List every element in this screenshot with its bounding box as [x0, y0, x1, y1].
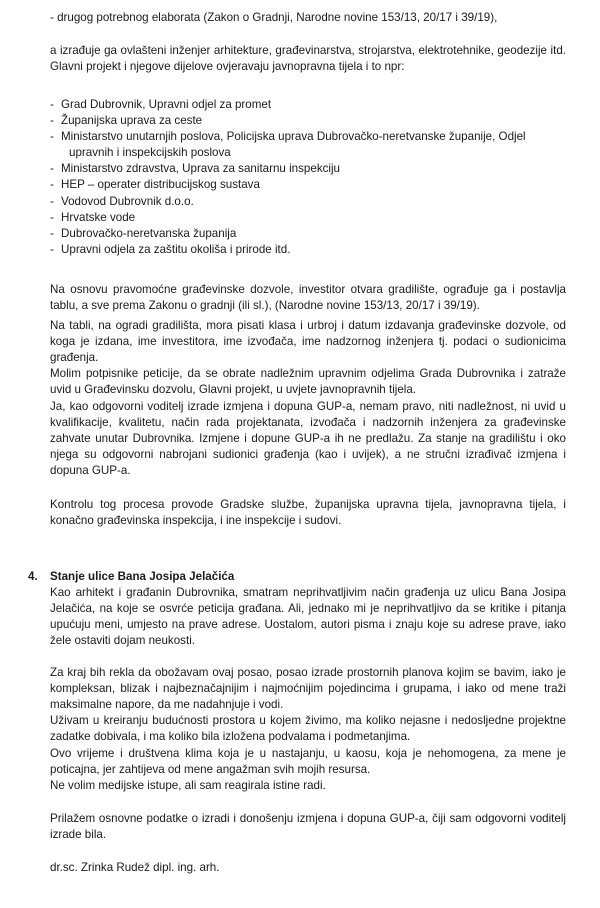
section-title: Stanje ulice Bana Josipa Jelačića [50, 570, 235, 583]
section-heading [28, 569, 234, 585]
list-item: - Dubrovačko-neretvanska županija [50, 226, 570, 242]
paragraph-climate: Ovo vrijeme i društvena klima koja je u nastajanju, u kaosu, koja je nehomogena, za mene je poticajna, jer zahtijeva od mene angažman svih mojih resursa. [50, 747, 566, 777]
intro-line: - drugog potrebnog elaborata (Zakon o Gradnji, Narodne novine 153/13, 20/17 i 39/19), [50, 11, 498, 24]
list-item: - Ministarstvo unutarnjih poslova, Policijska uprava Dubrovačko-neretvanske županije, Odjel upravnih i inspekcijskih poslova [50, 129, 570, 161]
list-item: - HEP – operater distribucijskog sustava [50, 177, 570, 193]
paragraph-media: Ne volim medijske istupe, ali sam reagirala istine radi. [50, 779, 326, 792]
list-item: - Hrvatske vode [50, 210, 570, 226]
paragraph-board: Na tabli, na ogradi gradilišta, mora pisati klasa i urbroj i datum izdavanja građevinske dozvole, od koga je izdana, ime investitora, ime izvođača, ime nadzornog inženjera tj. podaci o sudionicima građenja. [50, 319, 566, 365]
paragraph-enjoy: Uživam u kreiranju budućnosti prostora u kojem živimo, ma koliko nejasne i nedosljedne projektne zadatke dobivala, i ma koliko bila izložena podvalama i podmetanjima. [50, 714, 566, 744]
paragraph-petitioners: Molim potpisnike peticije, da se obrate nadležnim upravnim odjelima Grada Dubrovnika i zatraže uvid u Građevinsku dozvolu, Glavni projekt, u uvjete javnopravnih tijela. [50, 367, 566, 397]
list-item: - Ministarstvo zdravstva, Uprava za sanitarnu inspekciju [50, 161, 570, 177]
list-item: - Upravni odjela za zaštitu okoliša i prirode itd. [50, 242, 570, 258]
paragraph-street: Kao arhitekt i građanin Dubrovnika, smatram neprihvatljivim način građenja uz ulicu Bana Josipa Jelačića, na koje se osvrće peticija građana. Ali, jednako mi je neprihvatljivo da se kritike i pitanja upućuju meni, umjesto na prave adrese. Uostalom, autori pisma i znaju koje su adrese prave, iako žele ostaviti dojam neukosti. [50, 586, 566, 648]
paragraph-responsible: Ja, kao odgovorni voditelj izrade izmjena i dopuna GUP-a, nemam pravo, niti nadležnost, ni uvid u kvalifikacije, kvalitetu, način rada projektanata, izvođača i nadzornih inženjera za građevinske zahvate unutar Dubrovnika. Izmjene i dopune GUP-a ih ne predlažu. Za stanje na gradilištu i oko njega su odgovorni nabrojani sudionici građenja (kao i uvijek), a ne stručni izrađivač izmjena i dopuna GUP-a. [50, 400, 566, 478]
section-number: 4. [28, 570, 38, 583]
paragraph-love: Za kraj bih rekla da obožavam ovaj posao, posao izrade prostornih planova kojim se bavim, iako je kompleksan, blizak i najbeznačajnijim i najmoćnijim pojedincima i grupama, i iako od mene traži maksimalne napore, da me nadahnjuje i vodi. [50, 666, 566, 712]
list-item: - Vodovod Dubrovnik d.o.o. [50, 194, 570, 210]
list-item: - Županijska uprava za ceste [50, 113, 570, 129]
paragraph-attach: Prilažem osnovne podatke o izradi i donošenju izmjena i dopuna GUP-a, čiji sam odgovorni voditelj izrade bila. [50, 812, 566, 842]
paragraph-permit: Na osnovu pravomoćne građevinske dozvole, investitor otvara gradilište, ograđuje ga i postavlja tablu, a sve prema Zakonu o gradnji (ili sl.), (Narodne novine 153/13, 20/17 i 39/19). [50, 283, 566, 313]
paragraph-control: Kontrolu tog procesa provode Gradske službe, županijska upravna tijela, javnopravna tijela, i konačno građevinska inspekcija, i ine inspekcije i sudovi. [50, 498, 566, 528]
public-bodies-list [50, 97, 570, 258]
list-item: - Grad Dubrovnik, Upravni odjel za promet [50, 97, 570, 113]
paragraph-prepares: a izrađuje ga ovlašteni inženjer arhitekture, građevinarstva, strojarstva, elektrotehnike, geodezije itd. Glavni projekt i njegove dijelove ovjeravaju javnopravna tijela i to npr: [50, 44, 566, 74]
signature: dr.sc. Zrinka Rudež dipl. ing. arh. [50, 861, 220, 874]
